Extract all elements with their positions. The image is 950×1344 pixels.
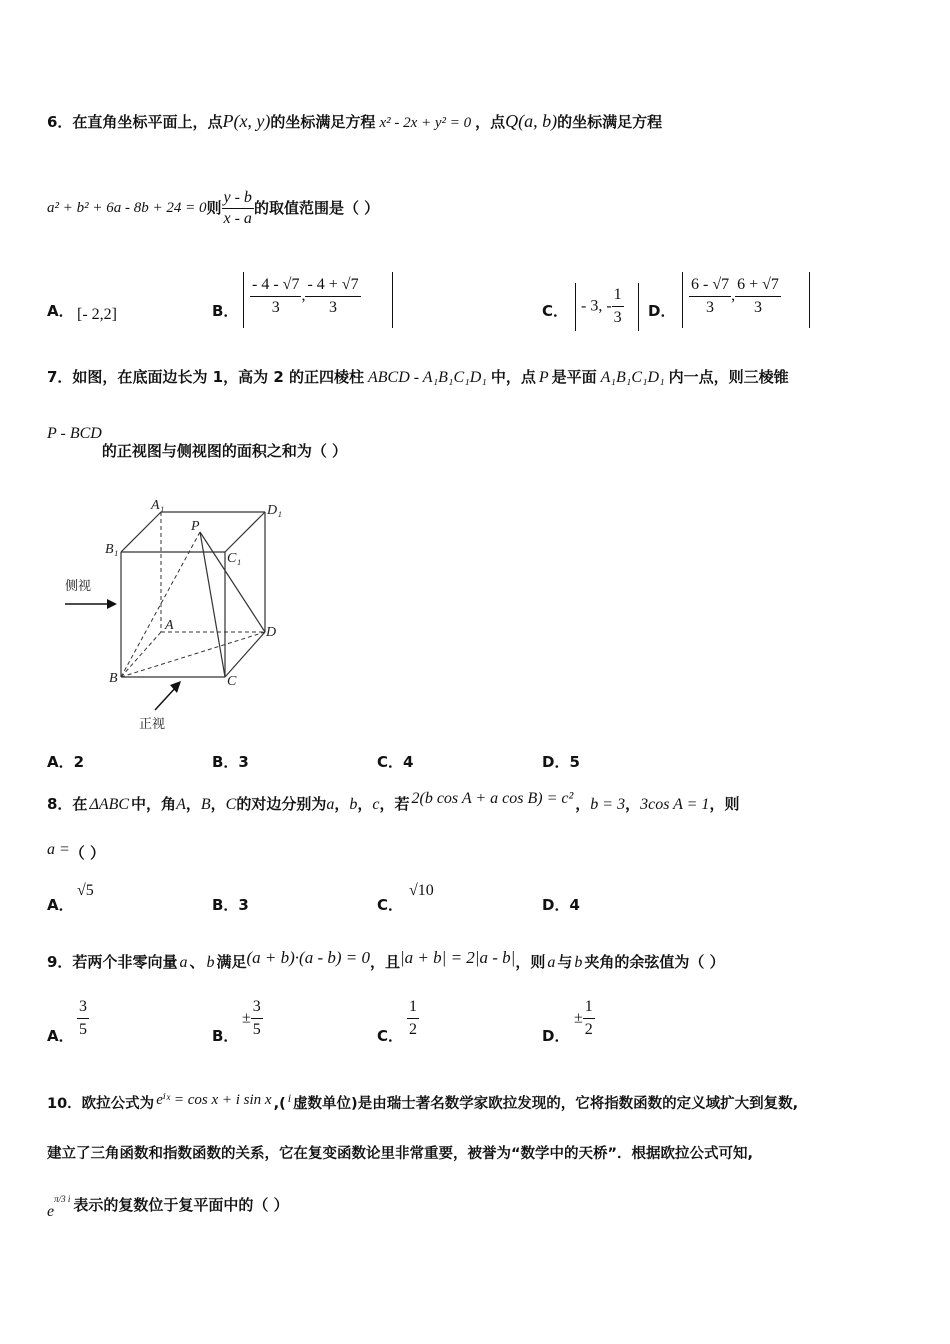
q6-option-a: [- 2,2]	[77, 306, 117, 323]
q9-option-d-label: D．	[542, 1027, 570, 1045]
edge-p-d	[200, 532, 265, 632]
q9-text: 9．若两个非零向量	[47, 953, 178, 971]
label-b: B	[109, 671, 118, 686]
q9-line1	[47, 948, 725, 971]
q6-option-d-label: D．	[648, 302, 676, 320]
q10-text: 表示的复数位于复平面中的（ ）	[73, 1196, 289, 1215]
q8-cos-a: 3cos A = 1	[640, 796, 710, 813]
label-c: C	[227, 674, 237, 689]
q7-text: 的正视图与侧视图的面积之和为（ ）	[101, 442, 348, 460]
q10-line1	[47, 1091, 799, 1112]
q8-option-a-label: A．	[47, 896, 74, 914]
q7-line2	[47, 425, 348, 460]
q6-equation-1: x² - 2x + y² = 0	[379, 115, 472, 131]
q6-point-p: P(x, y)	[222, 111, 271, 131]
q8-option-b: B．3	[212, 896, 249, 914]
q6-option-c	[581, 286, 624, 327]
q9-equation-1: (a + b)·(a - b) = 0	[246, 948, 370, 967]
q10-expr-sup: π/3 i	[54, 1194, 71, 1204]
q8-text: 的对边分别为	[236, 795, 327, 813]
q8-paren: （ ）	[69, 844, 106, 862]
q8-option-a: √5	[77, 882, 94, 899]
q9-equation-2: |a + b| = 2|a - b|	[400, 948, 516, 967]
q9-text: 夹角的余弦值为（ ）	[584, 953, 725, 971]
q8-b-value: b = 3	[590, 796, 626, 813]
q6-equation-2: a² + b² + 6a - 8b + 24 = 0	[47, 200, 207, 216]
q6-b-den1: 3	[271, 299, 280, 316]
q7-option-c: C．4	[377, 753, 414, 771]
q8-ask: a =	[47, 841, 70, 858]
q9-option-b	[242, 998, 263, 1039]
q10-text: ,(	[273, 1096, 286, 1112]
q6-fraction	[222, 190, 254, 227]
q9-vector-a-2: a	[547, 954, 556, 971]
q9-c-den: 2	[409, 1021, 417, 1038]
label-d: D	[266, 625, 277, 640]
q6-option-b-label: B．	[212, 302, 239, 320]
q8-angle-c: C	[225, 796, 237, 813]
q6-option-a-label: A．	[47, 302, 74, 320]
q8-line1: 8．在 ΔABC 中，角A，B，C的对边分别为a，b，c，若 2(b cos A + a cos B) = c² ，b = 3，3cos A = 1，则	[47, 790, 740, 813]
q9-d-num: 1	[583, 998, 595, 1019]
q6-frac-num: y - b	[222, 190, 254, 209]
q6-b-den2: 3	[329, 299, 337, 316]
q6-d-den1: 3	[706, 299, 715, 316]
q7-text: 7．如图，在底面边长为 1，高为 2 的正四棱柱	[47, 368, 364, 386]
q6-option-d: $\frac{6 - √7}{3}$ , $\frac{6 + √7}{3}$	[691, 276, 779, 316]
q8-equation: 2(b cos A + a cos B) = c²	[411, 790, 574, 807]
q9-option-d	[574, 998, 595, 1039]
q8-option-c-label: C．	[377, 896, 404, 914]
q9-text: ，则	[515, 953, 546, 971]
q7-option-a: A．2	[47, 753, 85, 771]
q8-line2	[47, 841, 106, 862]
q10-i: i	[287, 1091, 292, 1105]
q6-c-num: 1	[612, 286, 624, 307]
q6-c-den: 3	[613, 309, 622, 326]
q10-text: 10．欧拉公式为	[47, 1096, 155, 1112]
q8-option-d: D．4	[542, 896, 580, 914]
label-b1: B₁	[105, 542, 119, 557]
q9-vector-b-2: b	[574, 954, 583, 971]
q7-point-p: P	[538, 369, 549, 386]
q9-and: 与	[557, 953, 573, 971]
q9-option-c	[407, 998, 419, 1039]
label-front-view: 正视	[139, 717, 166, 732]
q6-line1	[47, 112, 662, 131]
q6-point-q: Q(a, b)	[505, 111, 558, 131]
q9-vector-b: b	[206, 954, 215, 971]
q8-text: ，若	[379, 795, 410, 813]
q6-text: 6．在直角坐标平面上，点	[47, 113, 223, 131]
q8-angle-b: B	[200, 796, 211, 813]
q6-frac-den: x - a	[223, 210, 252, 227]
q6-b-num1: - 4 - √7	[250, 276, 301, 297]
q9-a-den: 5	[79, 1021, 87, 1038]
q6-d-num1: 6 - √7	[689, 276, 731, 297]
edge-d1-c1	[225, 512, 265, 552]
q7-text: 是平面	[551, 368, 597, 386]
q9-b-pm: ±	[242, 1009, 251, 1027]
q6-text: 的取值范围是（ ）	[253, 199, 380, 217]
q6-d-num2: 6 + √7	[735, 276, 781, 297]
q7-option-d: D．5	[542, 753, 580, 771]
q6-option-c-label: C．	[542, 302, 569, 320]
q9-text: 满足	[216, 953, 247, 971]
q6-d-den2: 3	[754, 299, 763, 316]
q10-formula: eⁱˣ = cos x + i sin x	[156, 1092, 272, 1108]
edge-b1-a1	[121, 512, 161, 552]
q9-d-den: 2	[584, 1021, 593, 1038]
q10-expr-base: e	[47, 1203, 55, 1221]
q9-option-a-label: A．	[47, 1027, 74, 1045]
q6-text: 的坐标满足方程	[557, 113, 663, 131]
label-a1: A₁	[151, 498, 165, 513]
q9-vector-a: a	[179, 954, 188, 971]
q7-pyramid: P - BCD	[47, 425, 102, 442]
q9-b-num: 3	[251, 998, 263, 1019]
label-a: A	[165, 618, 174, 633]
q9-option-a	[77, 998, 89, 1039]
q7-text: 内一点，则三棱锥	[668, 368, 789, 386]
q7-prism: ABCD - A₁B₁C₁D₁	[367, 369, 487, 386]
q7-line1	[47, 370, 789, 386]
q6-c-value: - 3, -	[581, 297, 612, 315]
q10-line2: 建立了三角函数和指数函数的关系，它在复变函数论里非常重要，被誉为“数学中的天桥”．根据欧拉公式可知,	[47, 1146, 754, 1162]
q6-text: 则	[206, 199, 222, 217]
q6-option-b: $\frac{- 4 - √7}{3}$ , $\frac{- 4 + √7}{3}$	[252, 276, 359, 316]
q7-text: 中，点	[490, 368, 536, 386]
q8-side-c: c	[372, 796, 380, 813]
side-view-arrowhead	[107, 599, 117, 609]
q10-line3	[47, 1194, 289, 1221]
front-view-arrow	[155, 686, 177, 710]
q9-option-c-label: C．	[377, 1027, 404, 1045]
q8-text: 中，角	[131, 795, 177, 813]
q7-plane: A₁B₁C₁D₁	[600, 369, 665, 386]
q10-text: 虚数单位)是由瑞士著名数学家欧拉发现的，它将指数函数的定义域扩大到复数,	[293, 1096, 799, 1112]
edge-b-d-hidden	[121, 632, 265, 677]
q9-option-b-label: B．	[212, 1027, 239, 1045]
q9-d-pm: ±	[574, 1009, 583, 1027]
q8-text: 8．在	[47, 795, 88, 813]
q6-b-num2: - 4 + √7	[305, 276, 360, 297]
label-d1: D₁	[267, 503, 282, 518]
q9-a-num: 3	[77, 998, 89, 1019]
q9-c-num: 1	[407, 998, 419, 1019]
q8-side-b: b	[349, 796, 358, 813]
edge-p-c	[200, 532, 225, 677]
q6-text: ，点	[475, 113, 506, 131]
q9-b-den: 5	[252, 1021, 261, 1038]
q8-option-c: √10	[409, 882, 434, 899]
label-p: P	[191, 519, 200, 534]
q8-angle-a: A	[176, 796, 186, 813]
q6-text: 的坐标满足方程	[270, 113, 376, 131]
q8-text: ，则	[709, 795, 740, 813]
q9-sep: 、	[189, 953, 205, 971]
label-c1: C₁	[227, 551, 242, 566]
label-side-view: 侧视	[65, 579, 92, 594]
q9-text: ，且	[369, 953, 400, 971]
q6-line2	[47, 190, 379, 227]
q8-triangle: ΔABC	[89, 796, 130, 813]
q8-side-a: a	[326, 796, 335, 813]
q7-prism-figure	[55, 492, 295, 742]
q7-option-b: B．3	[212, 753, 249, 771]
